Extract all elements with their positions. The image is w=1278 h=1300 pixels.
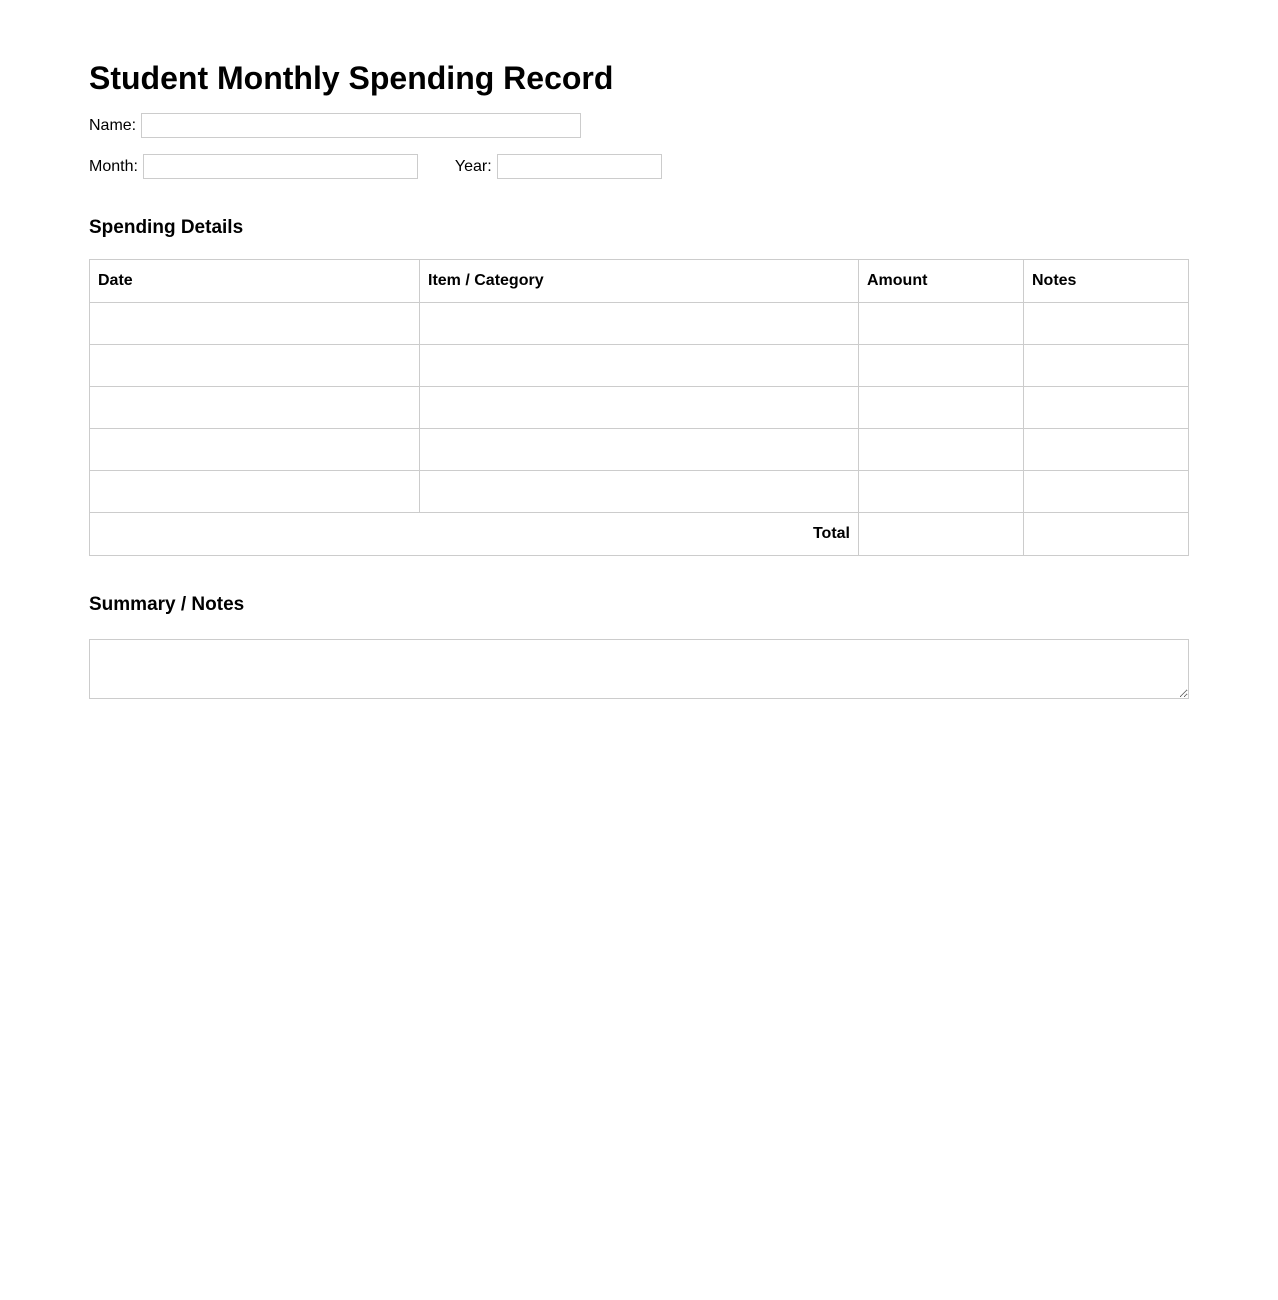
notes-cell[interactable] xyxy=(1024,471,1189,513)
name-label: Name: xyxy=(89,116,137,134)
item-category-cell[interactable] xyxy=(420,429,859,471)
table-row xyxy=(90,429,1189,471)
total-label: Total xyxy=(90,513,859,556)
item-category-cell[interactable] xyxy=(420,387,859,429)
page-title: Student Monthly Spending Record xyxy=(89,60,614,96)
date-cell[interactable] xyxy=(90,429,420,471)
table-row xyxy=(90,471,1189,513)
amount-cell[interactable] xyxy=(859,471,1024,513)
year-label: Year: xyxy=(454,157,492,175)
total-row xyxy=(90,513,1189,556)
spending-details-heading: Spending Details xyxy=(89,217,244,238)
amount-cell[interactable] xyxy=(859,429,1024,471)
notes-cell[interactable] xyxy=(1024,303,1189,345)
amount-cell[interactable] xyxy=(859,387,1024,429)
spending-table xyxy=(89,259,1189,556)
notes-cell[interactable] xyxy=(1024,429,1189,471)
column-header-item-category: Item / Category xyxy=(420,260,859,303)
notes-cell[interactable] xyxy=(1024,345,1189,387)
table-header-row xyxy=(90,260,1189,303)
column-header-date: Date xyxy=(90,260,420,303)
column-header-amount: Amount xyxy=(859,260,1024,303)
date-cell[interactable] xyxy=(90,303,420,345)
item-category-cell[interactable] xyxy=(420,345,859,387)
month-label: Month: xyxy=(89,157,138,175)
item-category-cell[interactable] xyxy=(420,303,859,345)
month-year-row xyxy=(89,154,662,179)
total-amount-cell[interactable] xyxy=(859,513,1024,556)
summary-notes-textarea[interactable] xyxy=(89,639,1189,699)
table-row xyxy=(90,387,1189,429)
column-header-notes: Notes xyxy=(1024,260,1189,303)
date-cell[interactable] xyxy=(90,345,420,387)
name-input[interactable] xyxy=(141,113,581,138)
table-row xyxy=(90,303,1189,345)
summary-notes-heading: Summary / Notes xyxy=(89,594,245,615)
table-row xyxy=(90,345,1189,387)
total-notes-cell[interactable] xyxy=(1024,513,1189,556)
name-row xyxy=(89,113,581,138)
month-input[interactable] xyxy=(143,154,418,179)
notes-cell[interactable] xyxy=(1024,387,1189,429)
amount-cell[interactable] xyxy=(859,345,1024,387)
date-cell[interactable] xyxy=(90,387,420,429)
date-cell[interactable] xyxy=(90,471,420,513)
year-input[interactable] xyxy=(497,154,662,179)
amount-cell[interactable] xyxy=(859,303,1024,345)
item-category-cell[interactable] xyxy=(420,471,859,513)
